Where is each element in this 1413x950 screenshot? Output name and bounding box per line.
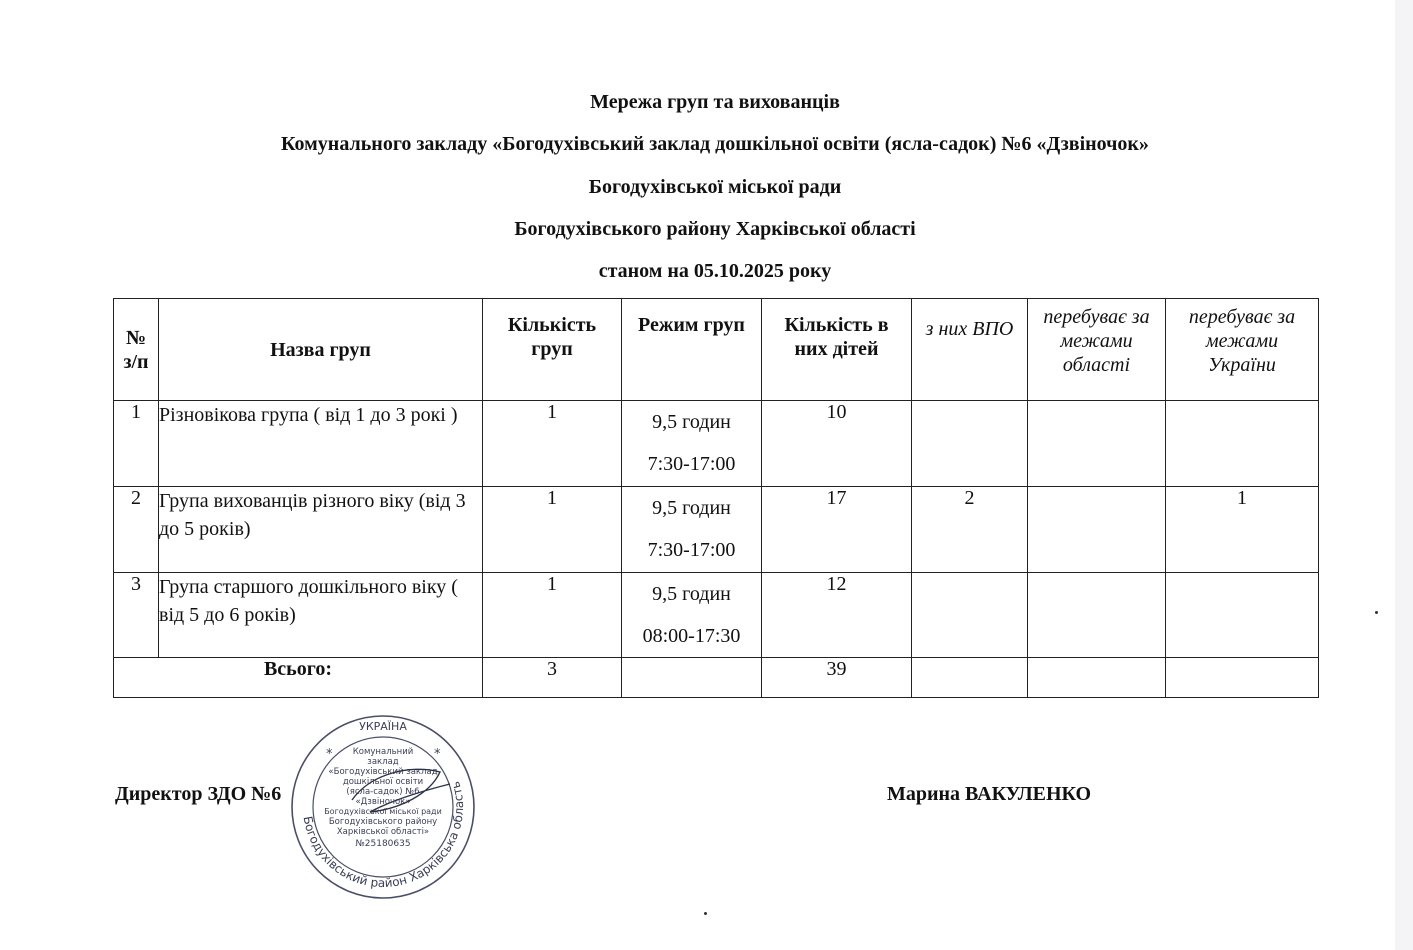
row-vpo: [912, 573, 1028, 658]
total-vpo: [912, 658, 1028, 698]
stamp-line: Богодухівського району: [328, 817, 438, 827]
stamp-line: «Дзвіночок»: [355, 797, 411, 807]
row-vpo: 2: [912, 487, 1028, 573]
stamp-line: Харківської області»: [336, 827, 430, 837]
stamp-line: дошкільної освіти: [342, 777, 424, 787]
row-regime: [622, 573, 762, 658]
table-row: [114, 401, 1319, 487]
stamp-line: (ясла-садок) №6: [346, 787, 420, 797]
total-label: Всього:: [114, 658, 483, 698]
row-children: 17: [762, 487, 912, 573]
stamp-star-left: *: [326, 747, 333, 762]
row-children: 12: [762, 573, 912, 658]
title-line-2: Комунального закладу «Богодухівський заклад дошкільної освіти (ясла-садок) №6 «Дзвіночок»: [281, 133, 1149, 155]
row-number: 3: [114, 573, 159, 658]
stamp-outer-text: Богодухівський район Харківська область: [300, 779, 467, 891]
row-outside-region: [1028, 401, 1166, 487]
stamp-line: №25180635: [355, 839, 411, 849]
header-number: № з/п: [114, 299, 159, 401]
stamp-line: «Богодухівський заклад: [328, 767, 438, 777]
title-line-3: Богодухівської міської ради: [588, 176, 842, 198]
regime-time: 7:30-17:00: [647, 453, 736, 475]
row-group-name: Група вихованців різного віку (від 3 до 5 років): [159, 487, 483, 573]
scan-speck: [1375, 611, 1378, 614]
stamp-line: Комунальний: [352, 747, 414, 757]
header-children-count: Кількість в них дітей: [762, 299, 912, 401]
row-outside-ukraine: [1166, 401, 1319, 487]
row-number: 2: [114, 487, 159, 573]
row-group-count: 1: [483, 401, 622, 487]
regime-hours: 9,5 годин: [652, 411, 731, 433]
title-line-1: Мережа груп та вихованців: [590, 91, 840, 113]
groups-table: [113, 298, 1319, 698]
header-regime: Режим груп: [622, 299, 762, 401]
total-group-count: 3: [483, 658, 622, 698]
total-regime: [622, 658, 762, 698]
regime-time: 7:30-17:00: [647, 539, 736, 561]
regime-hours: 9,5 годин: [652, 583, 731, 605]
row-regime: [622, 401, 762, 487]
header-outside-region: перебуває за межами області: [1028, 299, 1166, 401]
header-outside-ukraine: перебуває за межами України: [1166, 299, 1319, 401]
row-regime: [622, 487, 762, 573]
table-row: [114, 487, 1319, 573]
total-children: 39: [762, 658, 912, 698]
director-position: Директор ЗДО №6: [115, 783, 282, 805]
table-total-row: [114, 658, 1319, 698]
row-outside-ukraine: [1166, 573, 1319, 658]
row-outside-ukraine: 1: [1166, 487, 1319, 573]
row-number: 1: [114, 401, 159, 487]
row-outside-region: [1028, 573, 1166, 658]
row-children: 10: [762, 401, 912, 487]
total-outside-region: [1028, 658, 1166, 698]
title-line-5: станом на 05.10.2025 року: [598, 260, 832, 282]
header-vpo: з них ВПО: [912, 299, 1028, 401]
row-group-name: Різновікова група ( від 1 до 3 рокі ): [159, 401, 483, 487]
table-header-row: [114, 299, 1319, 401]
stamp-line: заклад: [367, 757, 399, 767]
regime-time: 08:00-17:30: [642, 625, 741, 647]
title-line-4: Богодухівського району Харківської області: [514, 218, 916, 240]
row-vpo: [912, 401, 1028, 487]
row-group-count: 1: [483, 487, 622, 573]
director-name: Марина ВАКУЛЕНКО: [887, 783, 1092, 805]
scan-speck: [704, 912, 707, 915]
official-stamp: [290, 714, 476, 900]
stamp-line: Богодухівської міської ради: [324, 807, 442, 816]
row-group-name: Група старшого дошкільного віку ( від 5 до 6 років): [159, 573, 483, 658]
stamp-top-text: УКРАЇНА: [359, 720, 407, 733]
header-group-count: Кількість груп: [483, 299, 622, 401]
header-group-name: Назва груп: [159, 299, 483, 401]
stamp-star-right: *: [434, 747, 441, 762]
total-outside-ukraine: [1166, 658, 1319, 698]
table-row: [114, 573, 1319, 658]
row-outside-region: [1028, 487, 1166, 573]
row-group-count: 1: [483, 573, 622, 658]
regime-hours: 9,5 годин: [652, 497, 731, 519]
